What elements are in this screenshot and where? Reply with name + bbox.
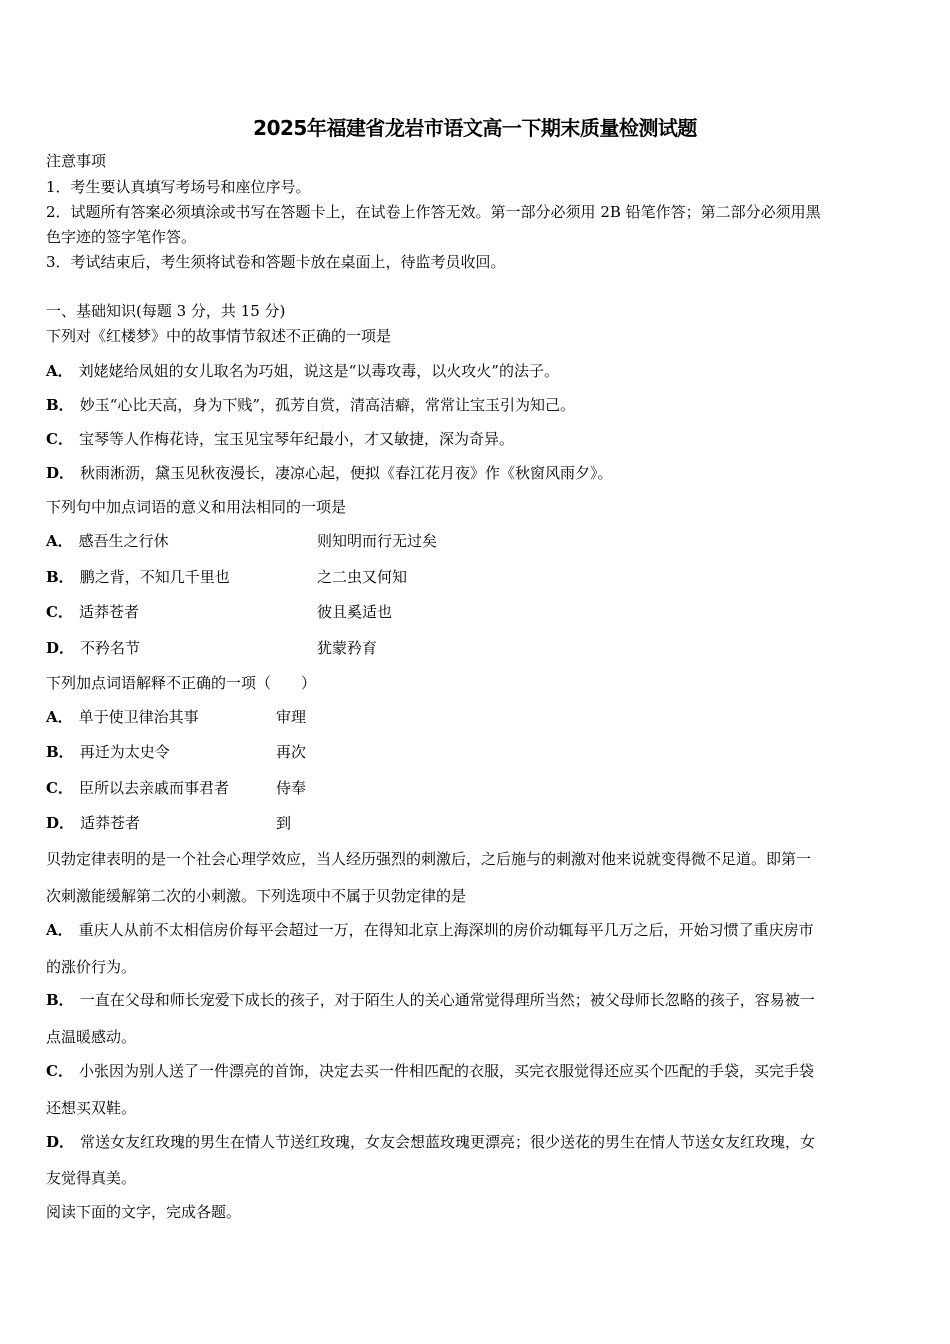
option-text: 一直在父母和师长宠爱下成长的孩子，对于陌生人的关心通常觉得理所当然；被父母师长忽略的孩子，容易被一 bbox=[79, 991, 815, 1009]
option-letter: C． bbox=[46, 1062, 73, 1080]
option-left: 适莽苍者 bbox=[78, 603, 139, 621]
q1-option-b bbox=[46, 396, 575, 414]
q1-option-d bbox=[46, 464, 613, 482]
option-letter: A． bbox=[46, 362, 73, 380]
option-text: 秋雨淅沥，黛玉见秋夜漫长，凄凉心起，便拟《春江花月夜》作《秋窗风雨夕》。 bbox=[80, 464, 613, 482]
option-letter: B． bbox=[46, 568, 74, 586]
option-letter: A． bbox=[46, 708, 73, 726]
q4-option-d bbox=[46, 1133, 815, 1151]
option-left: 不矜名节 bbox=[80, 639, 141, 657]
q2-option-b-right: 之二虫又何知 bbox=[317, 568, 408, 586]
q3-option-c bbox=[46, 779, 229, 797]
option-letter: C． bbox=[46, 603, 73, 621]
option-text: 宝琴等人作梅花诗，宝玉见宝琴年纪最小，才又敏捷，深为奇异。 bbox=[78, 430, 514, 448]
q3-option-b-right: 再次 bbox=[276, 743, 307, 761]
q3-option-d bbox=[46, 814, 140, 832]
q4-option-c-cont: 还想买双鞋。 bbox=[46, 1099, 137, 1117]
q1-option-a bbox=[46, 362, 559, 380]
option-left: 鹏之背，不知几千里也 bbox=[79, 568, 230, 586]
section-heading: 一、基础知识(每题 3 分，共 15 分) bbox=[46, 302, 286, 320]
q3-stem: 下列加点词语解释不正确的一项（ ） bbox=[46, 674, 317, 692]
q2-option-b bbox=[46, 568, 230, 586]
q4-stem-line1: 贝勃定律表明的是一个社会心理学效应，当人经历强烈的刺激后，之后施与的刺激对他来说就变得微不足道。即第一 bbox=[46, 850, 812, 868]
option-left: 单于使卫律治其事 bbox=[78, 708, 199, 726]
page-title: 2025年福建省龙岩市语文高一下期末质量检测试题 bbox=[253, 116, 697, 140]
q3-option-a bbox=[46, 708, 199, 726]
notice-heading: 注意事项 bbox=[46, 152, 107, 170]
q2-option-a-right: 则知明而行无过矣 bbox=[317, 532, 438, 550]
notice-item-3: 3．考试结束后，考生须将试卷和答题卡放在桌面上，待监考员收回。 bbox=[46, 253, 506, 271]
q4-option-a bbox=[46, 921, 814, 939]
q4-option-b bbox=[46, 991, 815, 1009]
q2-option-a bbox=[46, 532, 169, 550]
q1-option-c bbox=[46, 430, 514, 448]
option-text: 重庆人从前不太相信房价每平会超过一万，在得知北京上海深圳的房价动辄每平几万之后，开始习惯了重庆房市 bbox=[78, 921, 814, 939]
q1-stem: 下列对《红楼梦》中的故事情节叙述不正确的一项是 bbox=[46, 327, 392, 345]
notice-item-1: 1．考生要认真填写考场号和座位序号。 bbox=[46, 178, 311, 196]
q3-option-d-right: 到 bbox=[276, 814, 292, 832]
option-letter: B． bbox=[46, 396, 74, 414]
q2-option-c-right: 彼且奚适也 bbox=[317, 603, 393, 621]
option-letter: D． bbox=[46, 464, 75, 482]
q3-option-c-right: 侍奉 bbox=[276, 779, 307, 797]
q4-stem-line2: 次刺激能缓解第二次的小刺激。下列选项中不属于贝勃定律的是 bbox=[46, 887, 467, 905]
option-letter: C． bbox=[46, 779, 73, 797]
option-letter: D． bbox=[46, 1133, 75, 1151]
q3-option-a-right: 审理 bbox=[276, 708, 307, 726]
option-letter: D． bbox=[46, 639, 75, 657]
option-letter: B． bbox=[46, 991, 74, 1009]
q2-option-d bbox=[46, 639, 140, 657]
reading-prompt: 阅读下面的文字，完成各题。 bbox=[46, 1203, 242, 1221]
option-text: 小张因为别人送了一件漂亮的首饰，决定去买一件相匹配的衣服，买完衣服觉得还应买个匹配的手袋，买完手袋 bbox=[78, 1062, 814, 1080]
option-letter: D． bbox=[46, 814, 75, 832]
q2-stem: 下列句中加点词语的意义和用法相同的一项是 bbox=[46, 498, 347, 516]
option-text: 刘姥姥给凤姐的女儿取名为巧姐，说这是“以毒攻毒，以火攻火”的法子。 bbox=[78, 362, 559, 380]
q4-option-d-cont: 友觉得真美。 bbox=[46, 1169, 137, 1187]
option-left: 再迁为太史令 bbox=[79, 743, 170, 761]
q2-option-c bbox=[46, 603, 139, 621]
option-letter: A． bbox=[46, 921, 73, 939]
option-letter: A． bbox=[46, 532, 73, 550]
option-left: 适莽苍者 bbox=[80, 814, 141, 832]
q3-option-b bbox=[46, 743, 170, 761]
option-text: 常送女友红玫瑰的男生在情人节送红玫瑰，女友会想蓝玫瑰更漂亮；很少送花的男生在情人节送女友红玫瑰，女 bbox=[80, 1133, 816, 1151]
notice-item-2-cont: 色字迹的签字笔作答。 bbox=[46, 228, 197, 246]
option-text: 妙玉“心比天高，身为下贱”，孤芳自赏，清高洁癖，常常让宝玉引为知己。 bbox=[79, 396, 576, 414]
option-letter: C． bbox=[46, 430, 73, 448]
option-left: 臣所以去亲戚而事君者 bbox=[78, 779, 229, 797]
q4-option-a-cont: 的涨价行为。 bbox=[46, 958, 137, 976]
option-left: 感吾生之行休 bbox=[78, 532, 169, 550]
notice-item-2: 2．试题所有答案必须填涂或书写在答题卡上，在试卷上作答无效。第一部分必须用 2B 铅笔作答；第二部分必须用黑 bbox=[46, 203, 821, 221]
q2-option-d-right: 犹蒙矜育 bbox=[317, 639, 378, 657]
q4-option-b-cont: 点温暖感动。 bbox=[46, 1028, 137, 1046]
q4-option-c bbox=[46, 1062, 814, 1080]
option-letter: B． bbox=[46, 743, 74, 761]
